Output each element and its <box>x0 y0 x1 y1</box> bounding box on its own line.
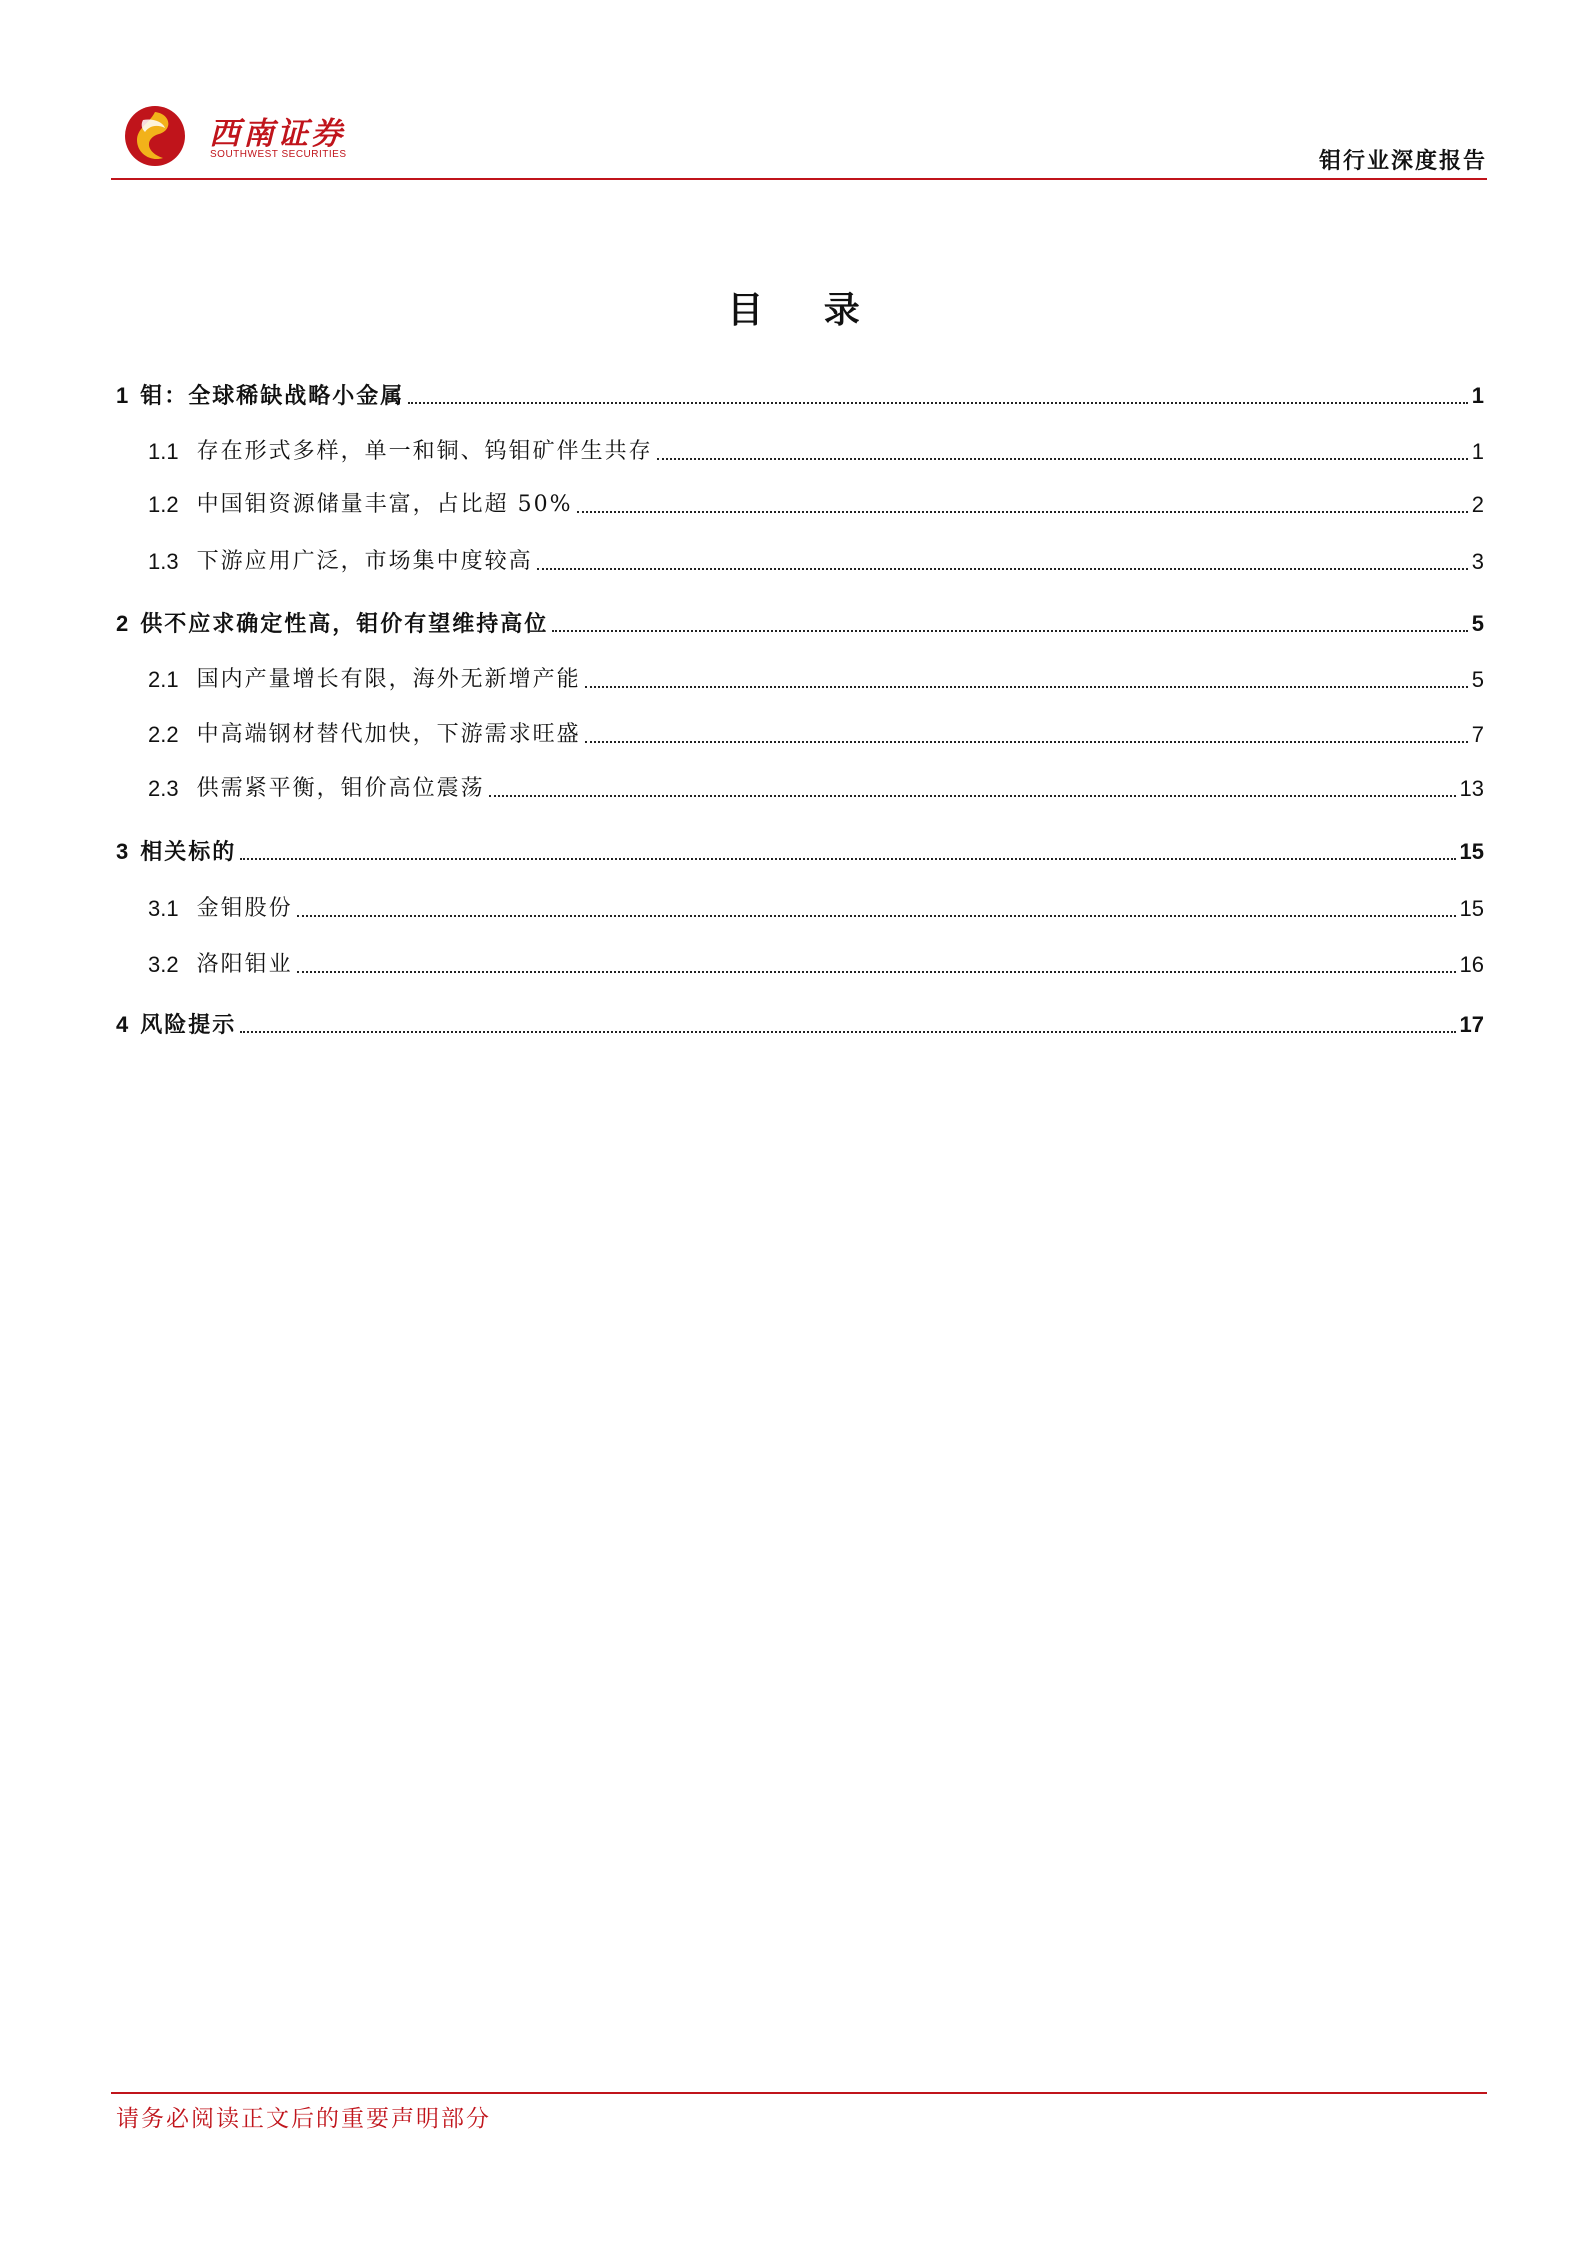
toc-entry-number: 2.2 <box>148 722 179 747</box>
toc-entry-number: 4 <box>116 1012 129 1037</box>
logo-emblem-icon <box>123 104 187 168</box>
brand-name-en: SOUTHWEST SECURITIES <box>210 149 347 160</box>
toc-entry-title: 钼：全球稀缺战略小金属 <box>140 383 405 409</box>
toc-entry[interactable] <box>116 370 1484 410</box>
toc-entry[interactable] <box>116 709 1484 749</box>
toc-entry[interactable] <box>116 883 1484 923</box>
toc-entry-number: 2.1 <box>148 667 179 692</box>
toc-leader-dots <box>408 402 1467 404</box>
toc-leader-dots <box>297 971 1456 973</box>
toc-entry-number: 1.3 <box>148 549 179 574</box>
toc-entry-page: 7 <box>1471 722 1484 747</box>
toc-entry-title: 下游应用广泛，市场集中度较高 <box>196 549 533 574</box>
toc-entry-page: 15 <box>1459 896 1484 921</box>
toc-leader-dots <box>297 915 1456 917</box>
toc-leader-dots <box>585 741 1468 743</box>
toc-entry[interactable] <box>116 763 1484 803</box>
disclaimer-note: 请务必阅读正文后的重要声明部分 <box>116 2106 491 2132</box>
toc-entry[interactable] <box>116 426 1484 466</box>
toc-entry[interactable] <box>116 654 1484 694</box>
page-header <box>111 92 1487 178</box>
toc-entry-page: 16 <box>1459 952 1484 977</box>
toc-entry[interactable] <box>116 598 1484 638</box>
toc-entry-page: 3 <box>1471 549 1484 574</box>
toc-leader-dots <box>552 630 1467 632</box>
toc-title: 目 录 <box>727 289 884 331</box>
toc-entry[interactable] <box>116 826 1484 866</box>
report-type-label: 钼行业深度报告 <box>1318 148 1487 174</box>
toc-leader-dots <box>240 1031 1455 1033</box>
toc-entry-number: 3.2 <box>148 952 179 977</box>
toc-entry-number: 1 <box>116 383 129 408</box>
toc-entry-page: 2 <box>1471 492 1484 517</box>
toc-entry-number: 1.1 <box>148 439 179 464</box>
toc-entry-title: 金钼股份 <box>196 896 293 921</box>
toc-entry[interactable] <box>116 999 1484 1039</box>
toc-entry-title: 存在形式多样，单一和铜、钨钼矿伴生共存 <box>196 439 653 464</box>
toc-entry-title: 供需紧平衡，钼价高位震荡 <box>196 776 485 801</box>
toc-entry-page: 1 <box>1471 383 1484 408</box>
toc-leader-dots <box>577 511 1468 513</box>
brand-name-cn: 西南证券 <box>209 116 345 152</box>
toc-entry-title: 风险提示 <box>140 1012 237 1038</box>
toc-entry-title: 中国钼资源储量丰富，占比超 50% <box>196 492 573 517</box>
toc-entry-number: 2 <box>116 611 129 636</box>
toc-leader-dots <box>585 686 1468 688</box>
toc-entry-title: 中高端钢材替代加快，下游需求旺盛 <box>196 722 581 747</box>
toc-entry[interactable] <box>116 479 1484 519</box>
toc-entry-title: 相关标的 <box>140 839 237 865</box>
toc-entry-number: 1.2 <box>148 492 179 517</box>
toc-entry-number: 3.1 <box>148 896 179 921</box>
toc-entry-page: 5 <box>1471 667 1484 692</box>
company-logo <box>123 100 373 170</box>
toc-entry-page: 17 <box>1459 1012 1484 1037</box>
toc-entry[interactable] <box>116 939 1484 979</box>
footer-divider <box>111 2092 1487 2094</box>
toc-leader-dots <box>240 858 1455 860</box>
toc-entry[interactable] <box>116 536 1484 576</box>
toc-entry-page: 5 <box>1471 611 1484 636</box>
toc-leader-dots <box>657 458 1468 460</box>
toc-entry-number: 2.3 <box>148 776 179 801</box>
toc-entry-title: 国内产量增长有限，海外无新增产能 <box>196 667 581 692</box>
toc-entry-number: 3 <box>116 839 129 864</box>
header-divider <box>111 178 1487 180</box>
toc-entry-page: 15 <box>1459 839 1484 864</box>
toc-entry-page: 13 <box>1459 776 1484 801</box>
toc-entry-title: 洛阳钼业 <box>196 952 293 977</box>
toc-leader-dots <box>489 795 1456 797</box>
toc-entry-title: 供不应求确定性高，钼价有望维持高位 <box>140 611 549 637</box>
toc-leader-dots <box>537 568 1468 570</box>
toc-entry-page: 1 <box>1471 439 1484 464</box>
